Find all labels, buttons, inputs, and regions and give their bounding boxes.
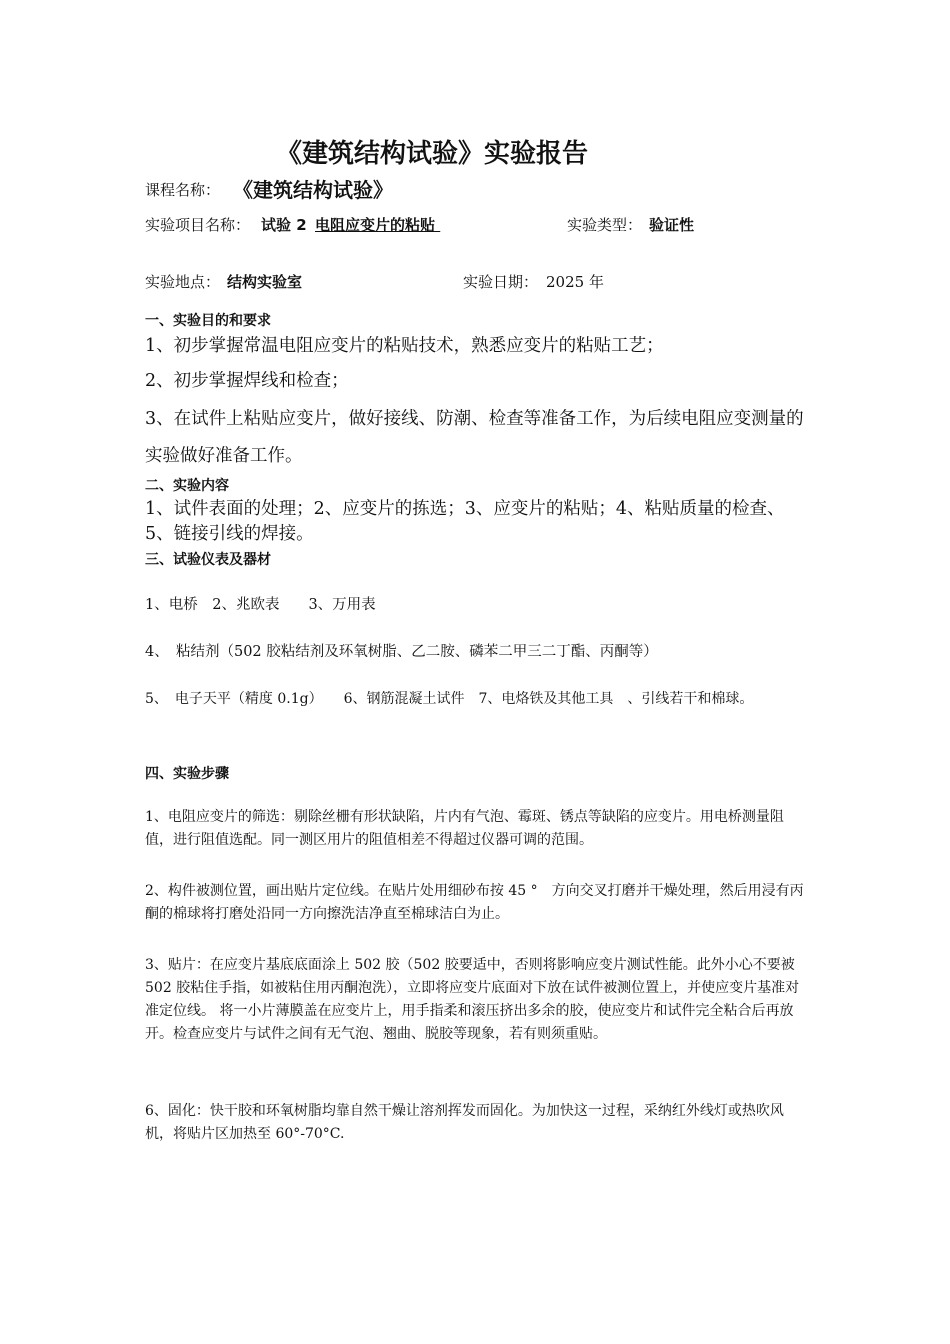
type-label: 实验类型： xyxy=(567,216,643,234)
equipment-item: 4、 粘结剂（502 胶粘结剂及环氧树脂、乙二胺、磷苯二甲三二丁酯、丙酮等） xyxy=(145,644,658,660)
section-4-heading: 四、实验步骤 xyxy=(145,766,229,782)
section-3-heading: 三、试验仪表及器材 xyxy=(145,552,271,568)
type-value: 验证性 xyxy=(649,216,695,234)
step-item: 1、电阻应变片的筛选：剔除丝栅有形状缺陷，片内有气泡、霉斑、锈点等缺陷的应变片。用电桥测量阻值，进行阻值选配。同一测区用片的阻值相差不得超过仪器可调的范围。 xyxy=(145,809,784,848)
course-label: 课程名称： xyxy=(145,181,221,199)
purpose-item: 1、初步掌握常温电阻应变片的粘贴技术，熟悉应变片的粘贴工艺； xyxy=(145,336,664,356)
purpose-item: 3、在试件上粘贴应变片，做好接线、防潮、检查等准备工作，为后续电阻应变测量的实验做好准备工作。 xyxy=(145,409,804,466)
date-label: 实验日期： xyxy=(463,273,539,291)
section-1-heading: 一、实验目的和要求 xyxy=(145,313,271,329)
project-number: 试验 2 xyxy=(261,216,307,234)
date-value: 2025 年 xyxy=(546,273,604,291)
section-2-heading: 二、实验内容 xyxy=(145,478,229,494)
project-name: 电阻应变片的粘贴 xyxy=(315,216,436,234)
place-label: 实验地点： xyxy=(145,273,221,291)
equipment-item: 5、 电子天平（精度 0.1g） 6、钢筋混凝土试件 7、电烙铁及其他工具 、引线若干和棉球。 xyxy=(145,691,754,707)
course-value: 《建筑结构试验》 xyxy=(233,178,393,202)
place-value: 结构实验室 xyxy=(227,273,303,291)
step-item: 2、构件被测位置，画出贴片定位线。在贴片处用细砂布按 45 ° 方向交叉打磨并干燥处理，然后用浸有丙酮的棉球将打磨处沿同一方向擦洗洁净直至棉球洁白为止。 xyxy=(145,883,804,922)
purpose-item: 2、初步掌握焊线和检查； xyxy=(145,371,349,391)
step-item: 6、固化：快干胶和环氧树脂均靠自然干燥让溶剂挥发而固化。为加快这一过程，采纳红外线灯或热吹风机，将贴片区加热至 60°-70°C. xyxy=(145,1103,784,1142)
report-title: 《建筑结构试验》实验报告 xyxy=(276,139,589,169)
step-item: 3、贴片：在应变片基底底面涂上 502 胶（502 胶要适中，否则将影响应变片测试性能。此外小心不要被 502 胶粘住手指，如被粘住用丙酮泡洗），立即将应变片底面对下放在试件被测位置上，并使应变片基准对准定位线。 将一小片薄膜盖在应变片上，用手指柔和滚压挤出多余的胶，使应变片和试件完全粘合后再放开。检查应变片与试件之间有无气泡、翘曲、脱胶等现象，若有则须重贴。 xyxy=(145,957,800,1042)
project-label: 实验项目名称： xyxy=(145,216,251,234)
content-text: 1、试件表面的处理；2、应变片的拣选；3、应变片的粘贴；4、粘贴质量的检查、5、链接引线的焊接。 xyxy=(145,499,785,544)
equipment-item: 1、电桥 2、兆欧表 3、万用表 xyxy=(145,597,376,613)
